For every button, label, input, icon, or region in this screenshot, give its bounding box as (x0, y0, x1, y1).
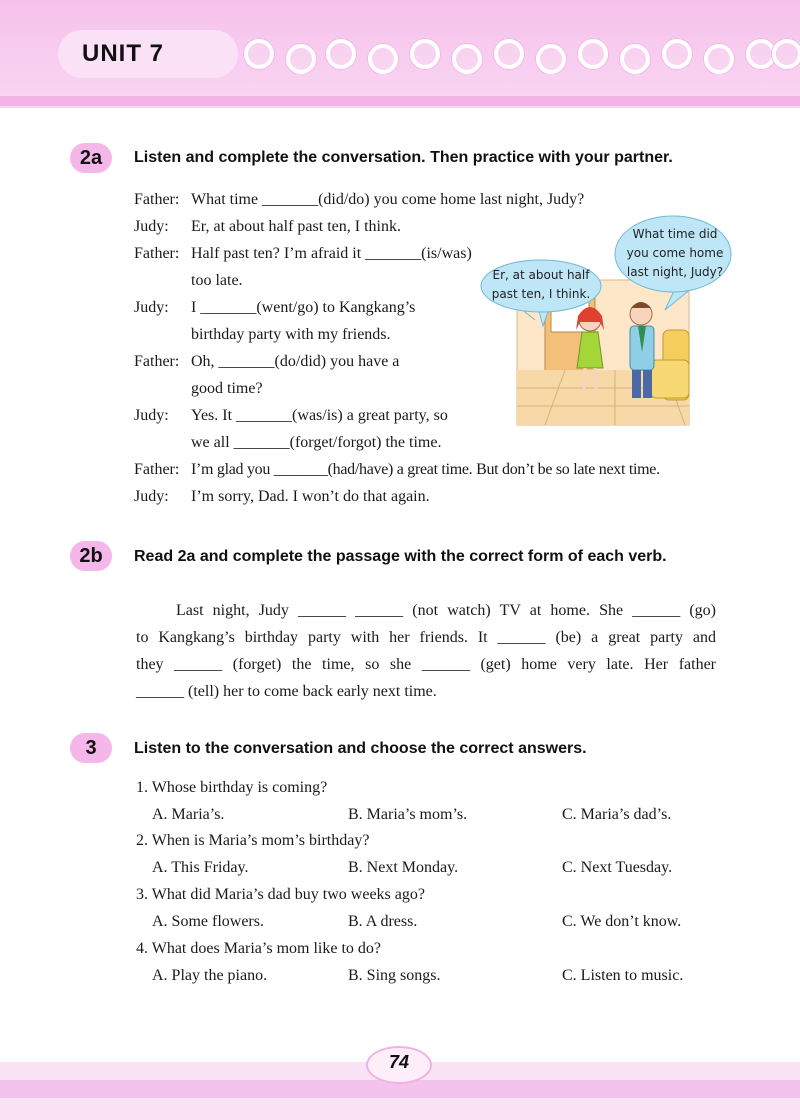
speaker-label: Father: (134, 245, 180, 262)
section-2b-badge: 2b (70, 541, 112, 571)
answer-option-c: C. Listen to music. (562, 967, 684, 984)
speaker-label: Judy: (134, 488, 169, 505)
section-2a-instruction: Listen and complete the conversation. Then practice with your partner. (134, 149, 673, 166)
answer-option-c: C. Maria’s dad’s. (562, 806, 672, 823)
answer-option-a: A. Maria’s. (152, 806, 225, 823)
answer-option-a: A. Play the piano. (152, 967, 268, 984)
fill-in-passage (136, 597, 716, 705)
passage-line: to Kangkang’s birthday party with her friends. It ______ (be) a great party and (136, 629, 716, 646)
ring-icon (620, 44, 650, 74)
passage-line: Last night, Judy ______ ______ (not watch) TV at home. She ______ (go) (176, 602, 716, 619)
ring-icon (452, 44, 482, 74)
answer-option-b: B. A dress. (348, 913, 418, 930)
bubble-line: What time did (632, 227, 718, 241)
answer-option-c: C. Next Tuesday. (562, 859, 673, 876)
section-3-instruction: Listen to the conversation and choose the correct answers. (134, 740, 587, 757)
bubble-line: you come home (626, 246, 724, 260)
dialogue-continuation: good time? (191, 380, 263, 397)
question-text: 4. What does Maria’s mom like to do? (136, 940, 381, 957)
speaker-label: Judy: (134, 299, 169, 316)
dialogue-text: Er, at about half past ten, I think. (191, 218, 401, 235)
dialogue-text: Oh, _______(do/did) you have a (191, 353, 400, 370)
ring-icon (494, 39, 524, 69)
dialogue-text: I’m glad you _______(had/have) a great time. But don’t be so late next time. (191, 461, 660, 478)
page-header (0, 0, 800, 108)
ring-icon (772, 39, 800, 69)
dialogue-continuation: we all _______(forget/forgot) the time. (191, 434, 442, 451)
dialogue-text: I _______(went/go) to Kangkang’s (191, 299, 416, 316)
judy-speech-bubble (481, 266, 601, 304)
section-2b-instruction: Read 2a and complete the passage with the correct form of each verb. (134, 548, 667, 565)
dialogue-continuation: too late. (191, 272, 243, 289)
ring-icon (578, 39, 608, 69)
bubble-line: past ten, I think. (491, 287, 591, 301)
speaker-label: Father: (134, 461, 180, 478)
conversation-illustration (475, 210, 737, 430)
section-3-badge: 3 (70, 733, 112, 763)
ring-icon (704, 44, 734, 74)
answer-option-c: C. We don’t know. (562, 913, 682, 930)
question-text: 2. When is Maria’s mom’s birthday? (136, 832, 370, 849)
dialogue-text: Half past ten? I’m afraid it _______(is/was) (191, 245, 472, 262)
bubble-line: last night, Judy? (626, 265, 724, 279)
answer-option-b: B. Next Monday. (348, 859, 459, 876)
ring-icon (662, 39, 692, 69)
answer-option-b: B. Maria’s mom’s. (348, 806, 468, 823)
bubble-line: Er, at about half (492, 268, 590, 282)
ring-icon (368, 44, 398, 74)
answer-option-b: B. Sing songs. (348, 967, 441, 984)
page-number: 74 (388, 1052, 410, 1072)
ring-icon (326, 39, 356, 69)
passage-line: they ______ (forget) the time, so she ______ (get) home very late. Her father (136, 656, 716, 673)
passage-line: ______ (tell) her to come back early next time. (136, 683, 437, 700)
question-text: 3. What did Maria’s dad buy two weeks ago? (136, 886, 425, 903)
question-text: 1. Whose birthday is coming? (136, 779, 328, 796)
unit-title: UNIT 7 (82, 40, 165, 67)
dialogue-text: I’m sorry, Dad. I won’t do that again. (191, 488, 430, 505)
answer-option-a: A. This Friday. (152, 859, 249, 876)
speaker-label: Father: (134, 353, 180, 370)
decorative-rings (240, 34, 800, 74)
ring-icon (410, 39, 440, 69)
header-stripe (0, 96, 800, 106)
dialogue-text: Yes. It _______(was/is) a great party, so (191, 407, 448, 424)
father-speech-bubble (615, 225, 735, 282)
speaker-label: Judy: (134, 407, 169, 424)
dialogue-continuation: birthday party with my friends. (191, 326, 391, 343)
speaker-label: Father: (134, 191, 180, 208)
ring-icon (244, 39, 274, 69)
section-2a-badge: 2a (70, 143, 112, 173)
ring-icon (536, 44, 566, 74)
speaker-label: Judy: (134, 218, 169, 235)
ring-icon (286, 44, 316, 74)
dialogue-text: What time _______(did/do) you come home last night, Judy? (191, 191, 585, 208)
answer-option-a: A. Some flowers. (152, 913, 264, 930)
